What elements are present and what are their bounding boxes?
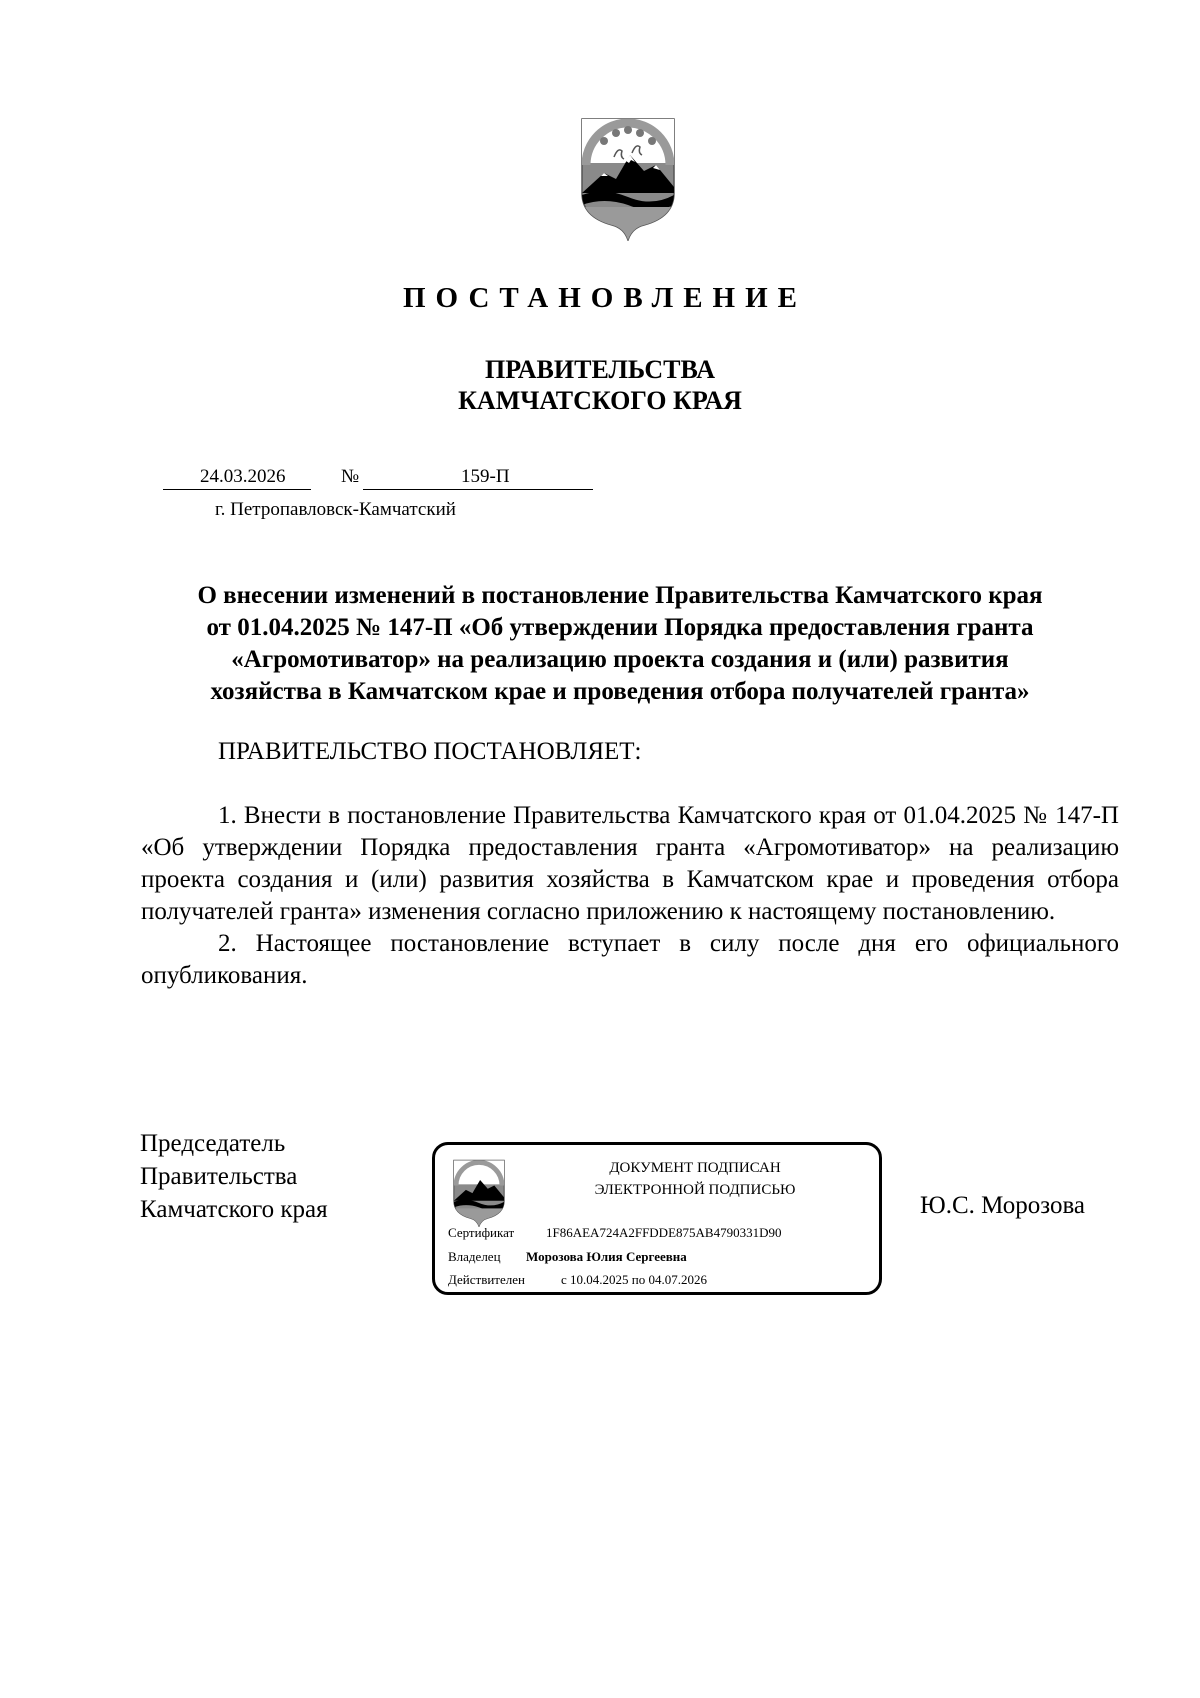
valid-label: Действителен — [448, 1272, 525, 1287]
date-number-row — [163, 466, 593, 492]
coat-of-arms-icon — [574, 113, 682, 241]
issuing-authority — [0, 354, 1200, 416]
stamp-title-line-2: ЭЛЕКТРОННОЙ ПОДПИСЬЮ — [594, 1182, 796, 1198]
certificate-value: 1F86AEA724A2FFDDE875AB4790331D90 — [546, 1225, 782, 1240]
document-number: 159-П — [461, 466, 510, 487]
document-city: г. Петропавловск-Камчатский — [215, 499, 456, 520]
signatory-position — [140, 1127, 328, 1226]
certificate-label: Сертификат — [448, 1225, 515, 1240]
authority-line-1: ПРАВИТЕЛЬСТВА — [485, 355, 715, 384]
stamp-title-line-1: ДОКУМЕНТ ПОДПИСАН — [609, 1160, 781, 1176]
stamp-coat-of-arms-icon — [449, 1157, 509, 1227]
position-line: Правительства — [140, 1163, 298, 1190]
electronic-signature-stamp — [432, 1142, 882, 1295]
paragraph-1: 1. Внести в постановление Правительства Камчатского края от 01.04.2025 № 147-П «Об утверждении Порядка предоставления гранта «Агромотиватор» на реализацию проекта создания и (или) развития хозяйства в Камчатском крае и проведения отбора получателей гранта» изменения согласно приложению к настоящему постановлению. — [141, 802, 1119, 925]
stamp-title — [545, 1157, 845, 1201]
date-underline — [163, 489, 311, 490]
subject-line: хозяйства в Камчатском крае и проведения отбора получателей гранта» — [210, 678, 1030, 705]
position-line: Председатель — [140, 1130, 286, 1157]
document-type-heading: ПОСТАНОВЛЕНИЕ — [402, 282, 807, 314]
subject-line: от 01.04.2025 № 147-П «Об утверждении Порядка предоставления гранта — [206, 614, 1034, 641]
owner-row — [448, 1249, 687, 1265]
signer-name: Ю.С. Морозова — [920, 1192, 1086, 1219]
owner-value: Морозова Юлия Сергеевна — [526, 1249, 687, 1264]
position-line: Камчатского края — [140, 1196, 328, 1223]
paragraph-2: 2. Настоящее постановление вступает в силу после дня его официального опубликования. — [141, 930, 1119, 989]
valid-value: с 10.04.2025 по 04.07.2026 — [561, 1272, 707, 1287]
owner-label: Владелец — [448, 1249, 501, 1264]
authority-line-2: КАМЧАТСКОГО КРАЯ — [458, 386, 742, 415]
preamble: ПРАВИТЕЛЬСТВО ПОСТАНОВЛЯЕТ: — [218, 738, 642, 765]
document-body — [141, 800, 1119, 992]
subject-line: О внесении изменений в постановление Правительства Камчатского края — [197, 582, 1043, 609]
subject-line: «Агромотиватор» на реализацию проекта создания и (или) развития — [231, 646, 1009, 673]
certificate-row — [448, 1225, 782, 1241]
document-subject — [140, 580, 1100, 708]
number-sign: № — [341, 466, 360, 487]
number-underline — [363, 489, 593, 490]
document-date: 24.03.2026 — [200, 466, 286, 487]
validity-row — [448, 1272, 707, 1288]
